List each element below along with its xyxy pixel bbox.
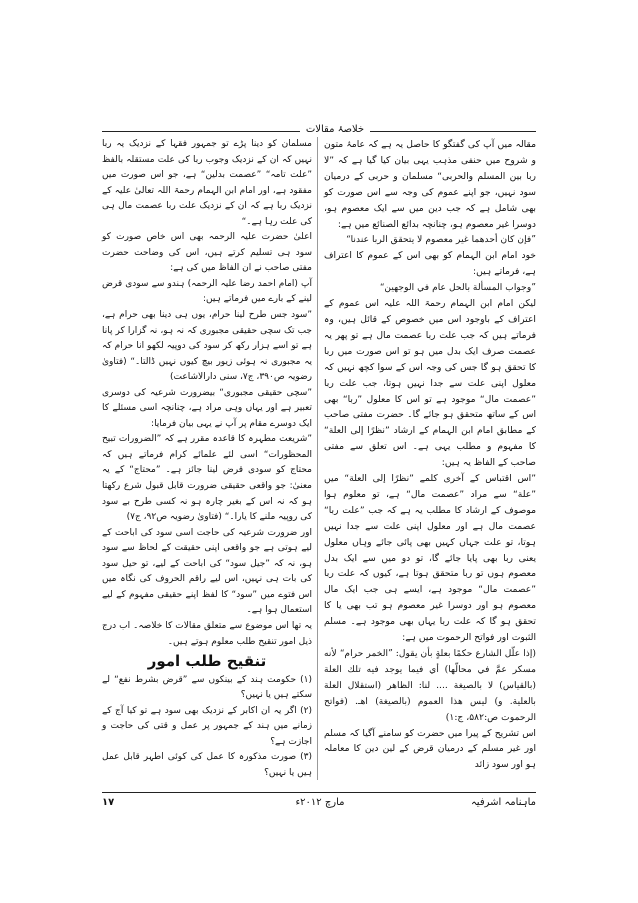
paragraph: اس تشریح کے پیرا میں حضرت کو سامنے آگیا کہ مسلم اور غیر مسلم کے درمیان قرض کے لین دین کا معاملہ ہو اور سود زائد <box>324 727 536 771</box>
running-header-title: خلاصۂ مقالات <box>300 124 370 135</box>
paragraph: لیکن امام ابن الہمام رحمۃ اللہ علیہ اس عموم کے اعتراف کے باوجود اس میں خصوص کے قائل ہیں، وہ فرماتے ہیں کہ جب علت ربا عصمت مال ہے تو پھر یہ عصمت صرف ایک بدل میں ہو تو اس صورت میں ربا کا تحقق ہو گا جس کی وجہ اس کے سوا کچھ نہیں کہ معلول اپنی علت سے جدا نہیں ہوتا، جب علت ربا ”عصمت مال“ موجود ہے تو اس کا معلول ”ربا“ بھی اس کے ساتھ متحقق ہو جائے گا۔ حضرت مفتی صاحب کے مطابق امام ابن الہمام کے ارشاد ”نظرًا إلى العلة“ کا مفہوم و مطلب یہی ہے۔ اس تعلق سے مفتی صاحب کے الفاظ یہ ہیں: <box>324 298 536 469</box>
paragraph: مسلمان کو دینا پڑے تو جمہور فقہا کے نزدیک یہ ربا نہیں کہ ان کے نزدیک وجوب ربا کی علت مستقلہ بالفظ ”علت تامہ“ ”عصمت بدلین“ ہے، جو اس صورت میں مفقود ہے، اور امام ابن الہمام رحمۃ اللہ تعالیٰ علیہ کے نزدیک ربا ہے کہ ان کے نزدیک علت ربا عصمت مال ہی کی علت رہا ہے۔“ <box>102 139 312 227</box>
paragraph: یہ تھا اس موضوع سے متعلق مقالات کا خلاصہ۔ اب درج ذیل امور تنقیح طلب معلوم ہوتے ہیں۔ <box>102 620 312 647</box>
arabic-quote: ”فإن كان أحدهما غير معصوم لا يتحقق الربا عندنا“ <box>345 234 536 246</box>
paragraph: مقالہ میں آپ کی گفتگو کا حاصل یہ ہے کہ عامۂ متون و شروح میں حنفی مذہب یہی بیان کیا گیا ہے کہ ”لا ربا بين المسلم والحربی“ مسلمان و حربی کے درمیان سود نہیں، جو اپنے عموم کی وجہ سے اس صورت کو بھی شامل ہے کہ جب دین میں سے ایک معصوم ہو، دوسرا غیر معصوم ہو، چنانچہ بدائع الصنائع میں ہے: <box>324 139 536 230</box>
right-column <box>324 137 536 773</box>
question-item: (۱) حکومت ہند کے بینکوں سے ”قرض بشرط نفع“ لے سکتے ہیں یا نہیں؟ <box>102 674 312 701</box>
quotation-paragraph: ”اس اقتباس کے آخری کلمے ”نظرًا إلى العلة“ میں ”علة“ سے مراد ”عصمت مال“ ہے، تو معلوم ہوا موصوف کے ارشاد کا مطلب یہ ہے کہ جب ”علت ربا“ عصمت مال ہے اور معلول اپنی علت سے جدا نہیں ہوتا، تو علت جہاں کہیں بھی پائی جائے وہاں معلول یعنی ربا بھی پایا جائے گا، تو دو میں سے ایک بدل معصوم ہوں تو ربا متحقق ہوتا ہے، کیوں کہ علت ربا ”عصمت مال“ موجود ہے، ایسے ہی جب ایک مال معصوم ہو اور دوسرا غیر معصوم ہو تب بھی یا کا تحقق ہو گا کہ علت ربا یہاں بھی موجود ہے۔ مسلم الثبوت اور فواتح الرحموت میں ہے: <box>324 473 536 644</box>
arabic-quote: ”وجواب المسألة بالحل عام في الوجهين“ <box>379 282 536 294</box>
issue-date: مارچ ۲۰۱۲ء <box>295 797 345 808</box>
question-item: (۲) اگر یہ ان اکابر کے نزدیک بھی سود ہے تو کیا آج کے زمانے میں ہند کے جمہور پر عمل و قتی کی حاجت و اجازت ہے؟ <box>102 705 312 747</box>
column-divider <box>317 137 318 780</box>
section-heading: تنقیح طلب امور <box>147 652 267 671</box>
paragraph: اور ضرورت شرعیہ کی حاجت اسی سود کی اباحت کے لیے ہوتی ہے جو واقعی اپنی حقیقت کے لحاظ سے سود ہو، نہ کہ ”جیل سود“ کی اباحت کے لیے، تو حیل سود کی بات ہی نہیں، اس لیے راقم الحروف کی نگاہ میں اس فتوے میں ”سود“ کا لفظ اپنے حقیقی مفہوم کے لیے استعمال ہوا ہے۔ <box>102 527 312 616</box>
question-item: (۳) صورت مذکورہ کا عمل کی کوئی اطہر قابل عمل ہیں یا نہیں؟ <box>102 752 312 778</box>
header-rule-left <box>102 131 312 132</box>
header-rule-right <box>356 131 536 132</box>
left-column <box>102 137 312 781</box>
paragraph: ”سچی حقیقی مجبوری“ بیضرورت شرعیہ کی دوسری تعبیر ہے اور یہاں وہی مراد ہے، چنانچہ اسی مسئلے کا ایک دوسرے مقام پر آپ نے یہی بیان فرمایا: <box>102 387 312 429</box>
paragraph: آپ (امام احمد رضا علیہ الرحمہ) ہندو سے سودی قرض لینے کے بارے میں فرماتے ہیں: <box>102 278 312 305</box>
page-number: ۱۷ <box>102 797 115 808</box>
quotation-paragraph: ”سود جس طرح لینا حرام، یوں ہی دینا بھی حرام ہے، جب تک سچی حقیقی مجبوری کہ نہ ہو، نہ گزارا کر پانا ہے تو اسے ہزار رکھ کر سود کی دوپیہ لکھو انا حرام کہ یہ مجبوری نہ ہوئی زیور بیچ کیوں نہیں ڈالتا۔“ (فتاویٰ رضویہ ص۳۹۰، ج۷، سنی دارالاشاعت) <box>102 310 312 383</box>
quotation-paragraph: ”شریعت مطہرہ کا قاعدہ مقرر ہے کہ ”الضرورات تبيح المحظورات“ اسی لئے علمائے کرام فرماتے ہیں کہ محتاج کو سودی قرض لینا جائز ہے۔ ”محتاج“ کے یہ معنیٰ: جو واقعی حقیقی ضرورت قابل قبول شرع رکھتا ہو کہ نہ اس کے بغیر چارہ ہو نہ کسی طرح بے سود کی روپیہ ملنے کا یارا۔“ (فتاویٰ رضویہ ص۹۲، ج۷) <box>102 434 312 523</box>
arabic-citation: (إذا علّل الشارع حكمًا بعلةٍ بأن يقول: ”الخمر حرام“ لأنه مسكر عمَّ في محالّها) أي فيما يوجد فيه تلك العلة (بالقياس) لا بالصيغة .... لنا: الظاهر (استقلال العلة بالعلية. و) ليس هذا العموم (بالصيغة) اهـ. (فواتح الرحموت ص:۵۸۲، ج:۱) <box>324 648 536 723</box>
paragraph: خود امام ابن الہمام کو بھی اس کے عموم کا اعتراف ہے، فرماتے ہیں: <box>324 250 536 278</box>
magazine-name: ماہنامہ اشرفیہ <box>470 797 536 808</box>
footer-rule <box>102 792 536 793</box>
paragraph: اعلیٰ حضرت علیہ الرحمہ بھی اس خاص صورت کو سود ہی تسلیم کرتے ہیں، اس کی وضاحت حضرت مفتی صاحب نے ان الفاظ میں کی ہے: <box>102 232 312 274</box>
